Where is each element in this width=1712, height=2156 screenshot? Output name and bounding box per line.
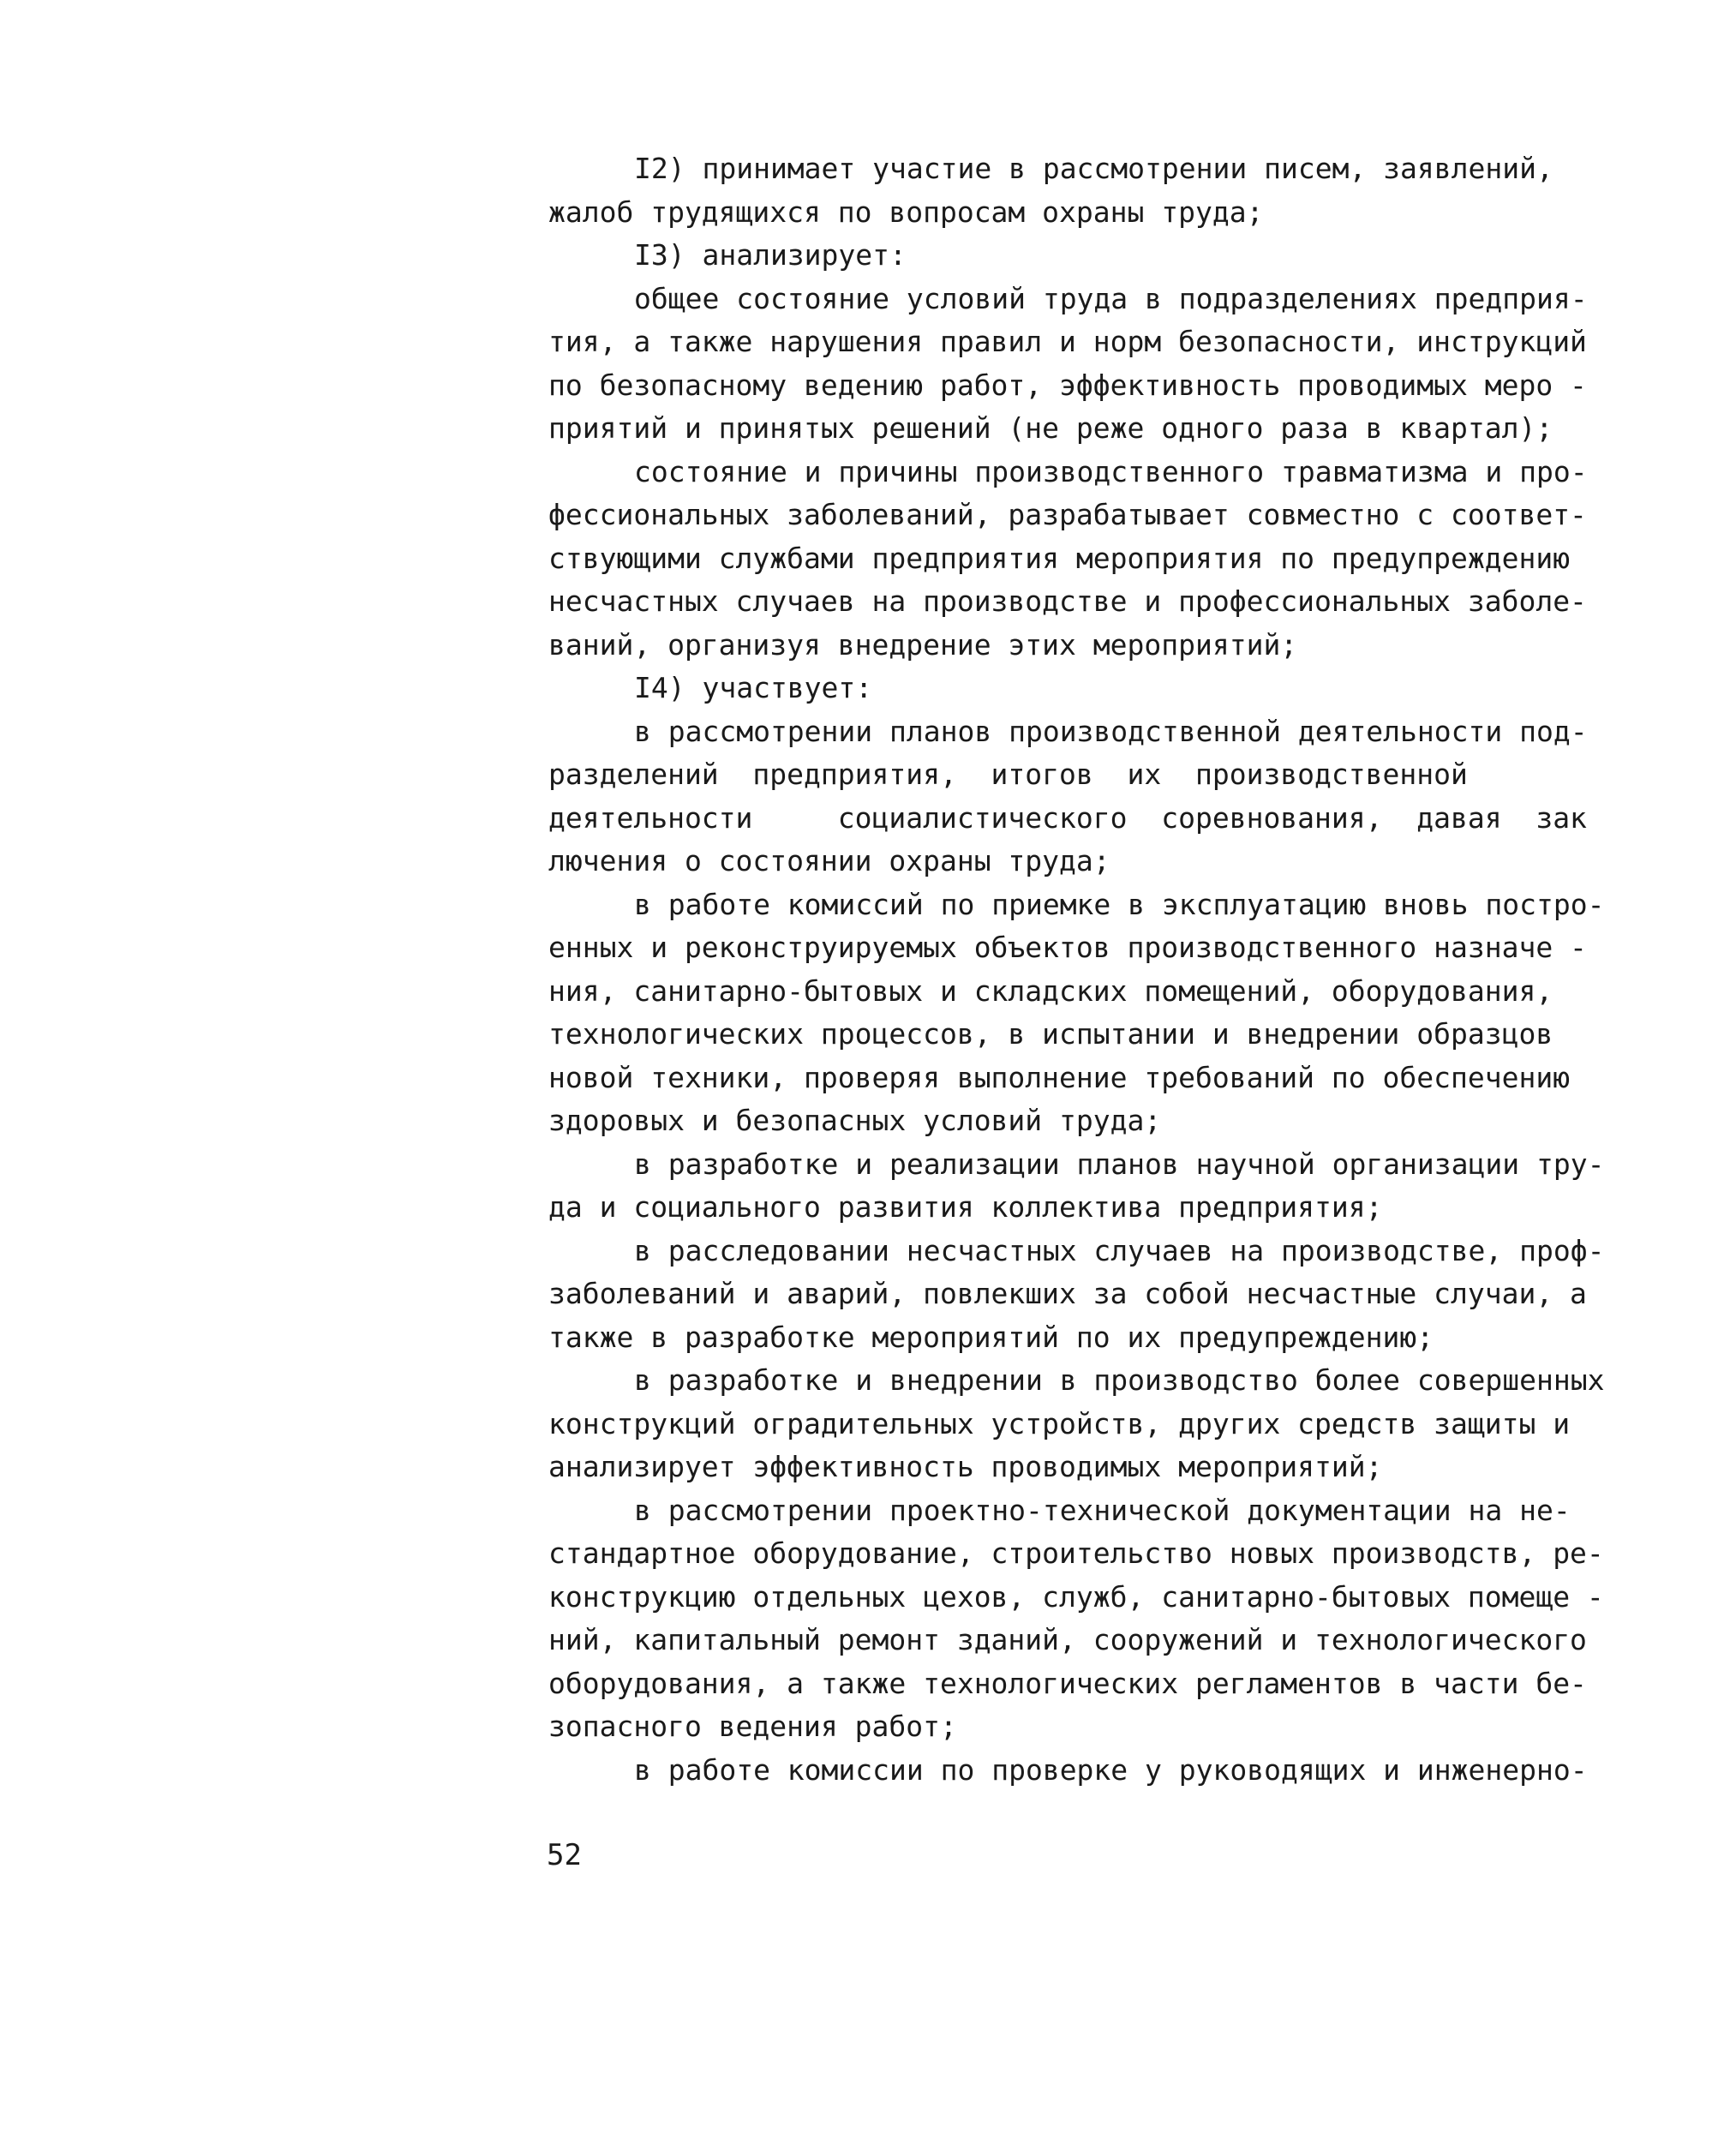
- text-line: приятий и принятых решений (не реже одного раза в квартал);: [548, 411, 1553, 445]
- text-line: новой техники, проверяя выполнение требований по обеспечению: [548, 1060, 1571, 1094]
- body-text: [548, 147, 1662, 1792]
- text-line: в работе комиссий по приемке в эксплуатацию вновь постро-: [634, 887, 1605, 921]
- text-line: по безопасному ведению работ, эффективность проводимых меро -: [548, 368, 1587, 402]
- text-line: в разработке и реализации планов научной организации тру-: [634, 1147, 1605, 1181]
- text-line: I3) анализирует:: [634, 238, 907, 272]
- text-line: анализирует эффективность проводимых мероприятий;: [548, 1450, 1383, 1483]
- text-line: ваний, организуя внедрение этих мероприятий;: [548, 627, 1298, 662]
- text-line: конструкцию отдельных цехов, служб, санитарно-бытовых помеще -: [548, 1579, 1604, 1614]
- text-line: в разработке и внедрении в производство более совершенных: [634, 1363, 1605, 1397]
- text-line: зопасного ведения работ;: [548, 1710, 957, 1743]
- text-line: да и социального развития коллектива предприятия;: [548, 1190, 1383, 1224]
- text-line: в работе комиссии по проверке у руководящих и инженерно-: [634, 1752, 1588, 1787]
- text-line: состояние и причины производственного травматизма и про-: [634, 454, 1588, 488]
- text-line: енных и реконструируемых объектов производственного назначе -: [548, 931, 1587, 964]
- text-line: стандартное оборудование, строительство новых производств, ре-: [548, 1536, 1604, 1570]
- text-line: конструкций оградительных устройств, других средств защиты и: [548, 1406, 1571, 1440]
- text-line: тия, а также нарушения правил и норм безопасности, инструкций: [548, 325, 1587, 358]
- text-line: в расследовании несчастных случаев на производстве, проф-: [634, 1233, 1605, 1267]
- text-line: ния, санитарно-бытовых и складских помещений, оборудования,: [548, 973, 1553, 1008]
- text-line: I4) участвует:: [634, 671, 873, 704]
- text-line: здоровых и безопасных условий труда;: [548, 1104, 1162, 1137]
- text-line: заболеваний и аварий, повлекших за собой несчастные случаи, а: [548, 1277, 1587, 1310]
- text-line: деятельности социалистического соревнования, давая зак: [548, 800, 1587, 835]
- text-line: в рассмотрении проектно-технической документации на не-: [634, 1493, 1571, 1527]
- text-line: жалоб трудящихся по вопросам охраны труда;: [548, 195, 1264, 229]
- page-number: 52: [547, 1838, 582, 1872]
- text-line: I2) принимает участие в рассмотрении писем, заявлений,: [634, 152, 1553, 185]
- text-line: ний, капитальный ремонт зданий, сооружений и технологического: [548, 1623, 1587, 1656]
- text-line: лючения о состоянии охраны труда;: [548, 844, 1110, 877]
- text-line: фессиональных заболеваний, разрабатывает совместно с соответ-: [548, 498, 1587, 531]
- text-line: общее состояние условий труда в подразделениях предприя-: [634, 281, 1588, 315]
- text-line: оборудования, а также технологических регламентов в части бе-: [548, 1666, 1587, 1700]
- text-line: разделений предприятия, итогов их производственной: [548, 758, 1468, 791]
- text-line: также в разработке мероприятий по их предупреждению;: [548, 1320, 1434, 1354]
- text-line: технологических процессов, в испытании и внедрении образцов: [548, 1017, 1553, 1051]
- text-line: в рассмотрении планов производственной деятельности под-: [634, 714, 1588, 748]
- text-line: ствующими службами предприятия мероприятия по предупреждению: [548, 541, 1571, 575]
- text-line: несчастных случаев на производстве и профессиональных заболе-: [548, 584, 1587, 618]
